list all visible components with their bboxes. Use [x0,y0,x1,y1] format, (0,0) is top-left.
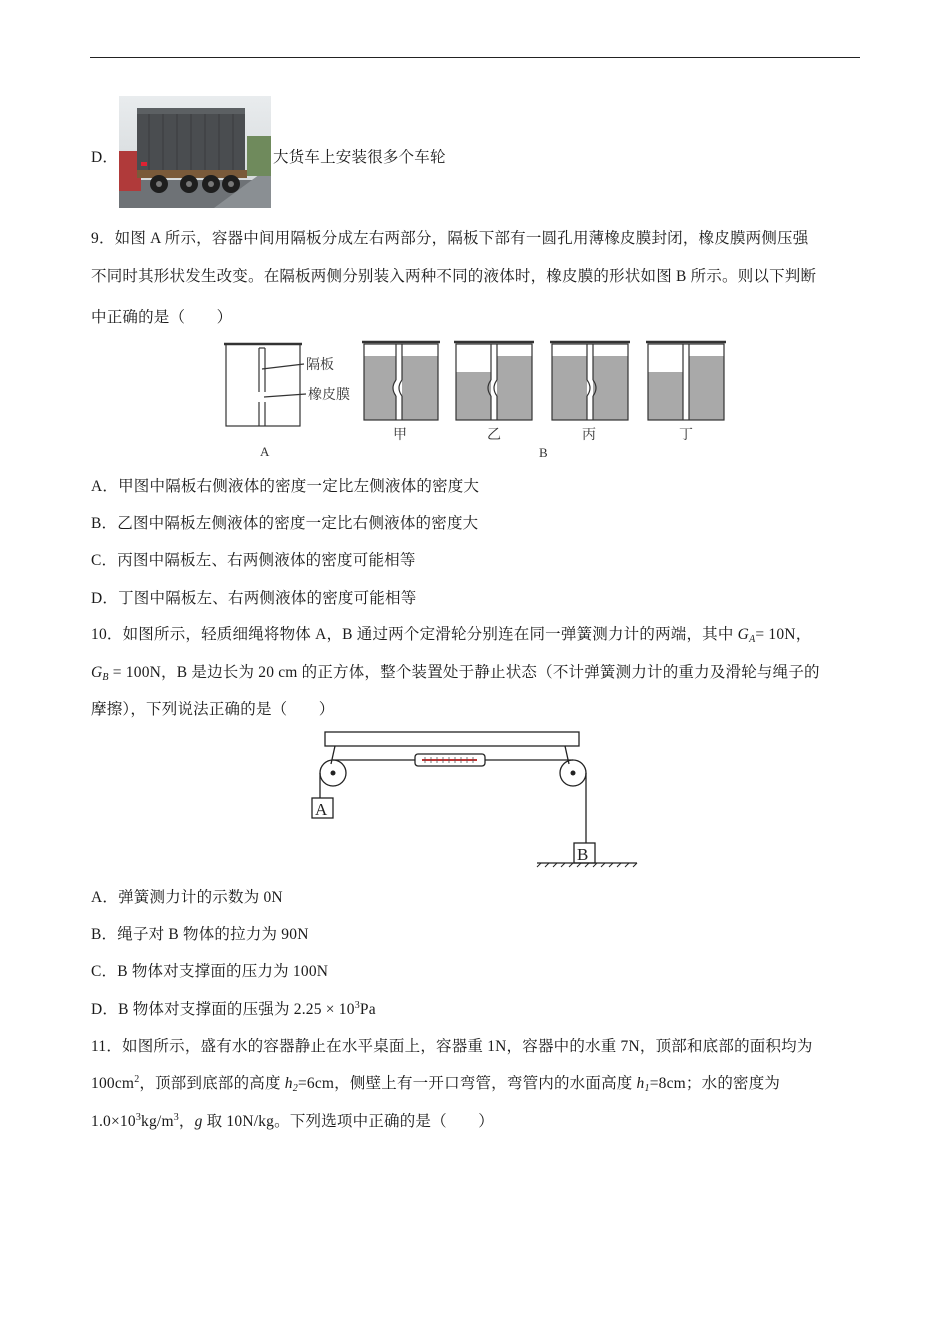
label-figure-a: A [260,444,270,459]
q8-option-d-letter: D． [91,149,119,166]
q10-option-b: B．绳子对 B 物体的拉力为 90N [91,926,309,943]
q11-line1: 11．如图所示，盛有水的容器静止在水平桌面上，容器重 1N，容器中的水重 7N，顶部和底部的面积均为 [91,1038,813,1055]
q10-figure [305,726,645,868]
q10-option-a: A．弹簧测力计的示数为 0N [91,889,283,906]
q9-line3: 中正确的是（ ） [91,309,233,326]
header-rule [90,57,860,58]
container-bing [550,342,630,420]
label-jia: 甲 [393,428,407,443]
label-block-b: B [577,845,589,864]
container-a [224,344,306,426]
q9-option-a: A．甲图中隔板右侧液体的密度一定比左侧液体的密度大 [91,478,480,495]
q10-option-c: C．B 物体对支撑面的压力为 100N [91,963,329,980]
label-ding: 丁 [679,428,693,443]
q10-line1: 10．如图所示，轻质细绳将物体 A，B 通过两个定滑轮分别连在同一弹簧测力计的两端，其中 $G_A= 10N$， [91,626,812,645]
q10-line3: 摩擦），下列说法正确的是（ ） [91,701,335,718]
q9-option-c: C．丙图中隔板左、右两侧液体的密度可能相等 [91,552,416,569]
label-bing: 丙 [582,428,596,443]
q10-line2: $G_B = 100N$，B 是边长为 20 cm 的正方体，整个装置处于静止状态（不计弹簧测力计的重力及滑轮与绳子的 [91,664,820,683]
q9-line1: 9．如图 A 所示，容器中间用隔板分成左右两部分，隔板下部有一圆孔用薄橡皮膜封闭，橡皮膜两侧压强 [91,230,809,247]
q9-line2: 不同时其形状发生改变。在隔板两侧分别装入两种不同的液体时，橡皮膜的形状如图 B 所示。则以下判断 [91,268,817,285]
q10-option-d: D．B 物体对支撑面的压强为 $2.25 \times 10^3Pa$ [91,1000,376,1018]
label-membrane: 橡皮膜 [308,388,350,403]
q9-option-b: B．乙图中隔板左侧液体的密度一定比右侧液体的密度大 [91,515,479,532]
container-jia [362,342,440,420]
q8-option-d-text: 大货车上安装很多个车轮 [273,149,446,166]
label-yi: 乙 [487,428,501,443]
truck-photo [119,96,271,208]
label-partition: 隔板 [306,358,334,373]
container-yi [454,342,534,420]
q11-line3: $1.0\times 10^3kg/m^3$，g 取 10N/kg。下列选项中正确的是（ ） [91,1112,494,1130]
q11-line2: $100cm^2$，顶部到底部的高度 $h_2=6cm$，侧壁上有一开口弯管，弯管内的水面高度 $h_1=8cm$；水的密度为 [91,1074,781,1094]
label-figure-b: B [539,445,548,460]
q9-option-d: D．丁图中隔板左、右两侧液体的密度可能相等 [91,590,417,607]
container-ding [646,342,726,420]
label-block-a: A [315,800,328,819]
q9-figure [220,336,740,464]
